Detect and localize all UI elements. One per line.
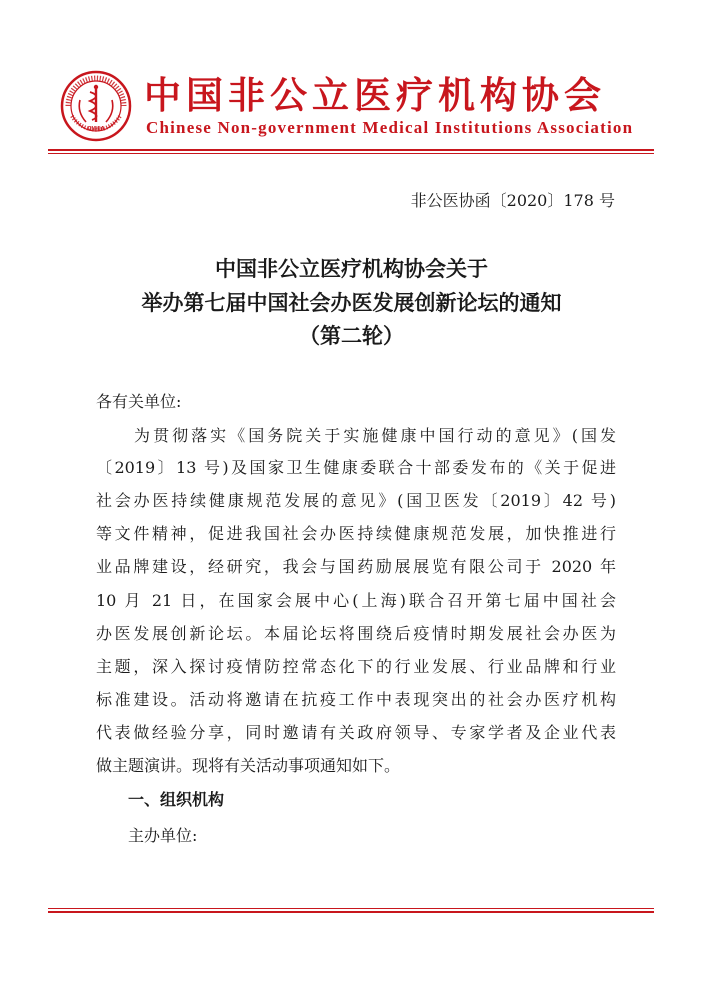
body-line: 代表做经验分享，同时邀请有关政府领导、专家学者及企业代表: [96, 723, 616, 742]
footer-rule-thin: [48, 908, 654, 909]
footer-rule-thick: [48, 911, 654, 913]
logo-acronym: CNMIA: [87, 126, 105, 132]
body-line: 等文件精神，促进我国社会办医持续健康规范发展，加快推进行: [96, 524, 616, 543]
body-line: 社会办医持续健康规范发展的意见》(国卫医发〔2019〕42 号): [96, 491, 616, 510]
document-title-line-1: 中国非公立医疗机构协会关于: [215, 256, 488, 281]
document-number: 非公医协函〔2020〕178 号: [410, 191, 615, 210]
sponsor-label: 主办单位:: [96, 826, 198, 845]
header-rule-thin: [48, 153, 654, 154]
body-line: 标准建设。活动将邀请在抗疫工作中表现突出的社会办医疗机构: [96, 690, 616, 709]
body-line: 〔2019〕13 号)及国家卫生健康委联合十部委发布的《关于促进: [96, 458, 616, 477]
association-logo: [60, 70, 132, 142]
header-rule-thick: [48, 149, 654, 151]
body-line: 主题，深入探讨疫情防控常态化下的行业发展、行业品牌和行业: [96, 657, 616, 676]
org-name-chinese: 中国非公立医疗机构协会: [144, 73, 606, 117]
body-line: 为贯彻落实《国务院关于实施健康中国行动的意见》(国发: [96, 426, 616, 445]
section-heading: 一、组织机构: [96, 790, 225, 809]
body-line: 办医发展创新论坛。本届论坛将围绕后疫情时期发展社会办医为: [96, 624, 616, 643]
org-name-english: Chinese Non-government Medical Institutions Association: [146, 118, 634, 137]
document-title-line-2: 举办第七届中国社会办医发展创新论坛的通知: [141, 290, 562, 315]
document-title-line-3: （第二轮）: [299, 323, 404, 348]
salutation: 各有关单位:: [96, 392, 182, 411]
body-line: 做主题演讲。现将有关活动事项通知如下。: [96, 756, 401, 775]
body-line: 业品牌建设，经研究，我会与国药励展展览有限公司于 2020 年: [96, 557, 616, 576]
body-line: 10 月 21 日，在国家会展中心(上海)联合召开第七届中国社会: [96, 591, 616, 610]
